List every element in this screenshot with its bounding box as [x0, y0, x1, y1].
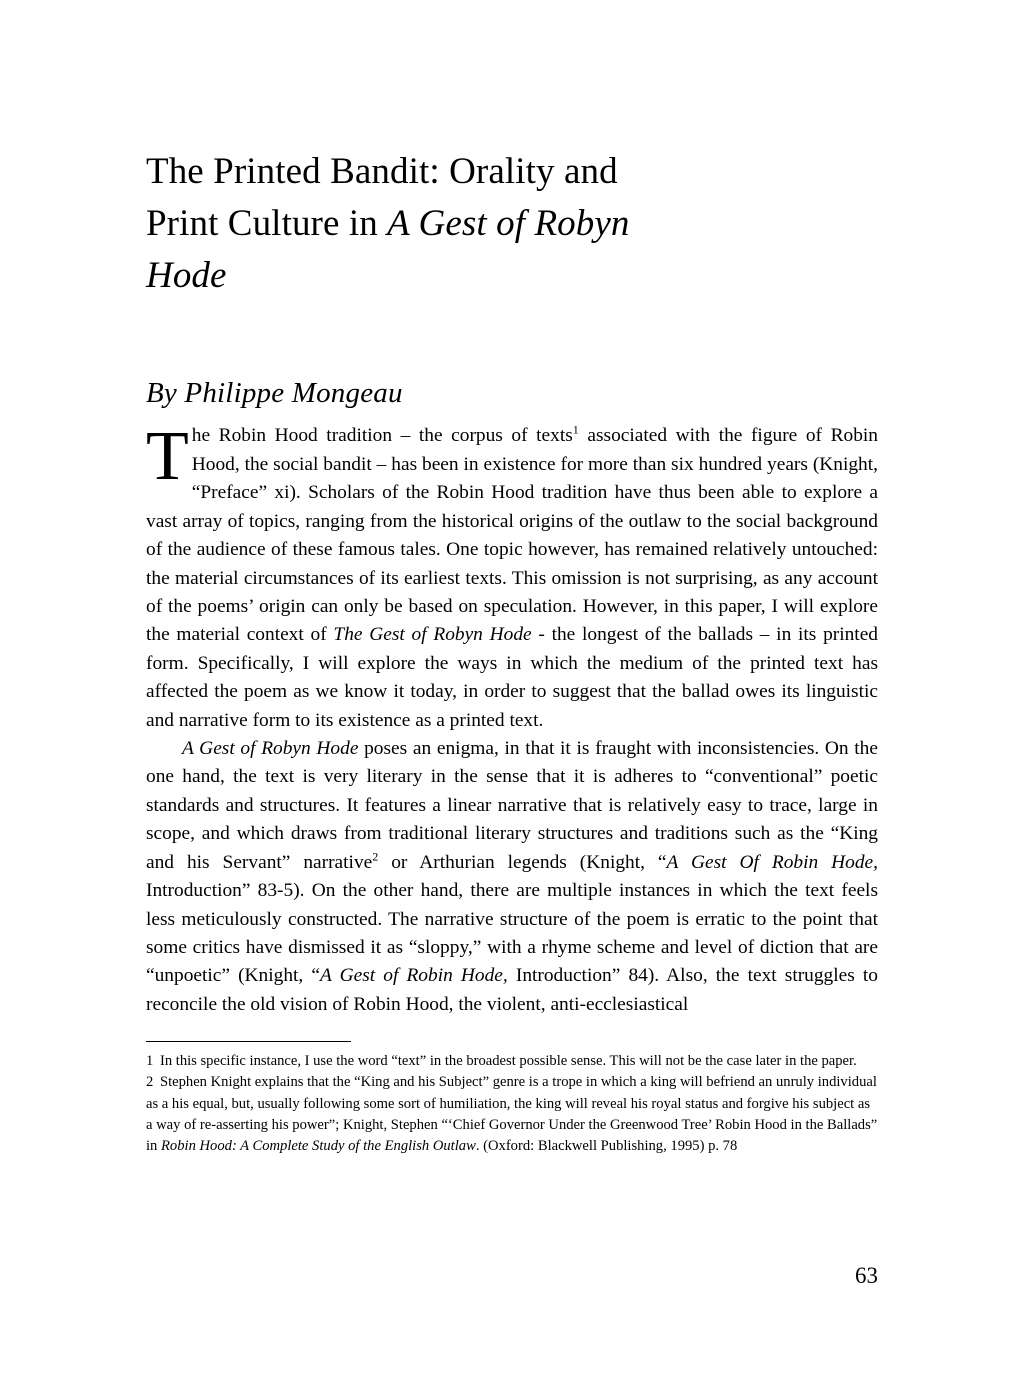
page-number: 63 — [855, 1263, 878, 1288]
paragraph-1 — [146, 418, 878, 735]
paragraph-2-part-3: , Introduction” 83-5). On the other hand, there are multiple instances in which the text feels less meticulously constructed. The narrative structure of the poem is erratic to the point that some critics have dismissed it as “sloppy,” with a rhyme scheme and level of diction that are “unpoetic” (Knight, “ — [146, 851, 878, 987]
paragraph-1-part-2: associated with the figure of Robin Hood, the social bandit – has been in existence for more than six hundred years (Knight, “Preface” xi). Scholars of the Robin Hood tradition have thus been able to explore a vast array of topics, ranging from the historical origins of the outlaw to the social background of the audience of these famous tales. One topic however, has remained relatively untouched: the material circumstances of its earliest texts. This omission is not surprising, as any account of the poems’ origin can only be based on speculation. However, in this paper, I will explore the material context of — [146, 425, 878, 646]
paragraph-2 — [146, 735, 878, 1019]
title-line-2-plain: Print Culture in — [146, 202, 388, 244]
paragraph-2-italic-3: A Gest of Robin Hode, — [320, 965, 508, 987]
paragraph-1-part-3: - the longest of the ballads – in its printed form. Specifically, I will explore the ways in which the medium of the printed text has affected the poem as we know it today, in order to suggest that the ballad owes its linguistic and narrative form to its existence as a printed text. — [146, 624, 878, 731]
footnotes-section — [146, 1051, 878, 1157]
title-line-1: The Printed Bandit: Orality and — [146, 151, 618, 192]
footnote-1-number: 1 — [146, 1053, 154, 1070]
paragraph-2-part-2: or Arthurian legends (Knight, “ — [378, 851, 667, 873]
paragraph-2-part-4: Introduction” 84). Also, the text struggles to reconcile the old vision of Robin Hood, the violent, anti-ecclesiastical — [146, 965, 878, 1015]
paragraph-1-part-1: The Robin Hood tradition – the corpus of texts — [146, 418, 573, 496]
footnote-2-text-part-1: Stephen Knight explains that the “King and his Subject” genre is a trope in which a king will befriend an unruly individual as a his equal, but, usually following some sort of humiliation, the king will reveal his royal status and forgive his subject as a way of re-asserting his power”; Knight, Stephen “‘Chief Governor Under the Greenwood Tree’ Robin Hood in the Ballads” in — [146, 1074, 878, 1154]
paragraph-2-italic-2: A Gest Of Robin Hode — [666, 851, 874, 873]
footnote-ref-2[interactable]: 2 — [372, 849, 379, 864]
footnote-1 — [146, 1051, 878, 1072]
paragraph-2-italic-1: A Gest of Robyn Hode — [182, 738, 359, 760]
footnote-2-number: 2 — [146, 1074, 154, 1091]
title-line-2-italic: A Gest of Robyn — [387, 202, 630, 244]
paragraph-1-italic-1: The Gest of Robyn Hode — [333, 624, 532, 646]
author-byline: By Philippe Mongeau — [146, 377, 403, 410]
footnote-ref-1[interactable]: 1 — [572, 422, 579, 437]
footnote-2-text-part-2: . (Oxford: Blackwell Publishing, 1995) p. 78 — [475, 1137, 738, 1154]
footnote-2-italic-1: Robin Hood: A Complete Study of the English Outlaw — [161, 1137, 476, 1154]
title-line-3-italic: Hode — [146, 254, 227, 296]
footnote-1-text: In this specific instance, I use the word “text” in the broadest possible sense. This will not be the case later in the paper. — [159, 1053, 857, 1070]
page-title — [146, 146, 786, 301]
footnote-2 — [146, 1072, 878, 1157]
footnote-separator — [146, 1041, 351, 1042]
paragraph-2-part-1: poses an enigma, in that it is fraught with inconsistencies. On the one hand, the text is very literary in the sense that it is adheres to “conventional” poetic standards and structures. It features a linear narrative that is relatively easy to trace, large in scope, and which draws from traditional literary structures and traditions such as the “King and his Servant” narrative — [146, 738, 878, 873]
